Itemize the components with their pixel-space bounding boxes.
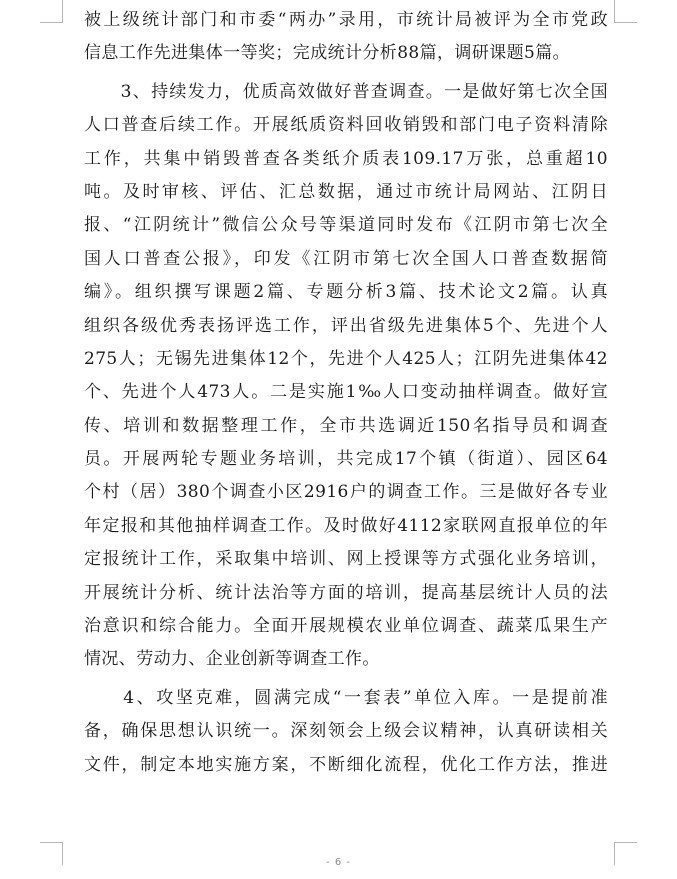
text-line: 吨。及时审核、评估、汇总数据，通过市统计局网站、江阴日	[84, 181, 608, 202]
text-line: 4、攻坚克难，圆满完成“一套表”单位入库。一是提前准	[84, 687, 608, 708]
text-line: 编》。组织撰写课题2篇、专题分析3篇、技术论文2篇。认真	[84, 282, 608, 303]
page-number: - 6 -	[326, 857, 351, 868]
text-line: 开展统计分析、统计法治等方面的培训，提高基层统计人员的法	[84, 582, 608, 603]
text-line: 传、培训和数据整理工作，全市共选调近150名指导员和调查	[84, 415, 608, 436]
text-line: 个、先进个人473人。二是实施1‰人口变动抽样调查。做好宣	[84, 382, 608, 403]
text-line: 被上级统计部门和市委“两办”录用，市统计局被评为全市党政	[84, 10, 608, 30]
text-line: 定报统计工作，采取集中培训、网上授课等方式强化业务培训，	[84, 549, 608, 570]
text-line: 275人；无锡先进集体12个，先进个人425人；江阴先进集体42	[84, 348, 608, 369]
crop-mark-top-right	[614, 0, 637, 23]
text-line: 报、“江阴统计”微信公众号等渠道同时发布《江阴市第七次全	[84, 215, 608, 236]
text-line: 3、持续发力，优质高效做好普查调查。一是做好第七次全国	[84, 81, 608, 102]
document-body	[84, 4, 608, 782]
text-line: 情况、劳动力、企业创新等调查工作。	[84, 649, 380, 670]
text-line: 员。开展两轮专题业务培训，共完成17个镇（街道）、园区64	[84, 449, 608, 470]
crop-mark-top-left	[40, 0, 63, 23]
text-line: 信息工作先进集体一等奖；完成统计分析88篇，调研课题5篇。	[84, 43, 571, 64]
text-line: 国人口普查公报》，印发《江阴市第七次全国人口普查数据简	[84, 248, 608, 269]
text-line: 人口普查后续工作。开展纸质资料回收销毁和部门电子资料清除	[84, 115, 608, 136]
text-line: 文件，制定本地实施方案，不断细化流程，优化工作方法，推进	[84, 754, 608, 775]
text-line: 年定报和其他抽样调查工作。及时做好4112家联网直报单位的年	[84, 515, 608, 536]
text-line: 个村（居）380个调查小区2916户的调查工作。三是做好各专业	[84, 482, 608, 503]
text-line: 工作，共集中销毁普查各类纸介质表109.17万张，总重超10	[84, 148, 608, 169]
text-line: 备，确保思想认识统一。深刻领会上级会议精神，认真研读相关	[84, 721, 608, 742]
text-line: 治意识和综合能力。全面开展规模农业单位调查、蔬菜瓜果生产	[84, 616, 608, 637]
text-line: 组织各级优秀表扬评选工作，评出省级先进集体5个、先进个人	[84, 315, 608, 336]
